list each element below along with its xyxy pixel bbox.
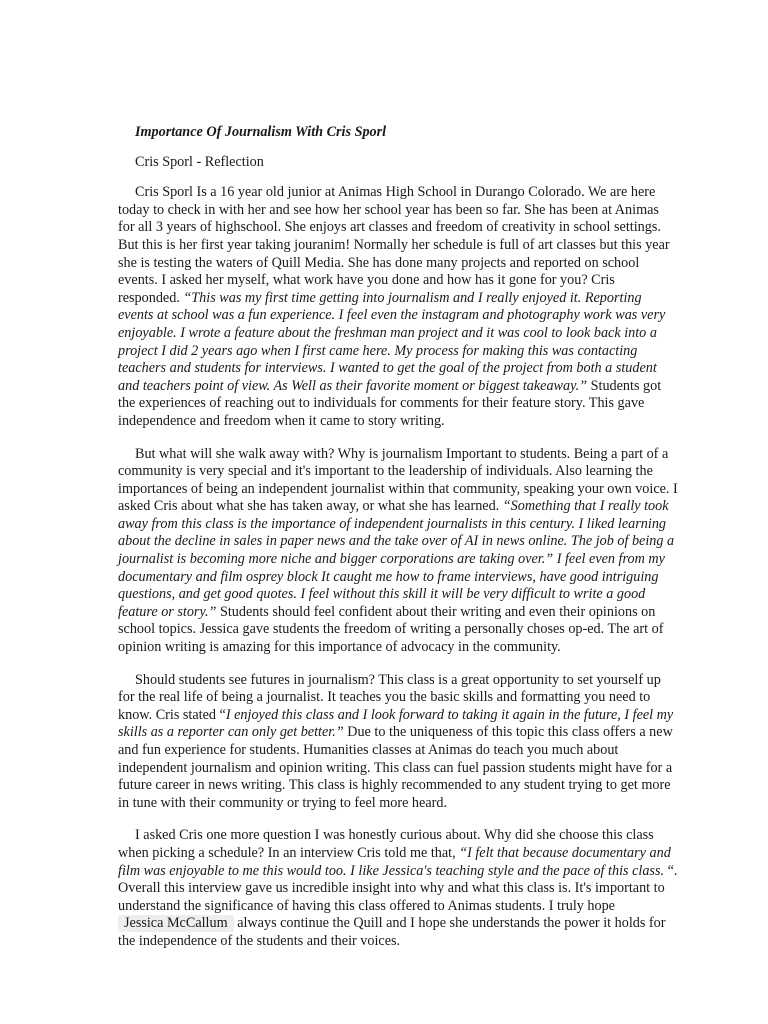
document-page	[118, 124, 678, 966]
paragraph-text: I asked Cris one more question I was honestly curious about. Why did she choose this class when picking a schedule? In an interview Cris told me that,	[118, 827, 654, 861]
paragraph-conclusion	[118, 827, 678, 950]
quote-text: I enjoyed this class and I look forward to taking it again in the future, I feel my skills as a reporter can only get better.”	[118, 706, 674, 741]
paragraph-intro	[118, 184, 678, 430]
paragraph-text: Cris Sporl Is a 16 year old junior at Animas High School in Durango Colorado. We are here today to check in with her and see how her school year has been so far. She has been at Animas for all 3 years of highschool. She enjoys art classes and freedom of creativity in school settings. But this is her first year taking jouranim! Normally her schedule is full of art classes but this year she is testing the waters of Quill Media. She has done many projects and reported on school events. I asked her myself, what work have you done and how has it gone for you? Cris responded.	[118, 184, 670, 306]
paragraph-text: Should students see futures in journalism? This class is a great opportunity to set yourself up for the real life of being a journalist. It teaches you the basic skills and formatting you need to know. Cris stated “	[118, 671, 661, 723]
paragraph-text: “. Overall this interview gave us incredible insight into why and what this class is. It's important to understand the significance of having this class offered to Animas students. I truly hope	[118, 862, 678, 914]
paragraph-text: But what will she walk away with? Why is journalism Important to students. Being a part of a community is very special and it's important to the leadership of individuals. Also learning the importances of being an independent journalist within that community, speaking your own voice. I asked Cris about what she has taken away, or what she has learned.	[118, 445, 678, 515]
person-mention-chip[interactable]: Jessica McCallum	[118, 915, 234, 932]
quote-text: “Something that I really took away from this class is the importance of independent journalists in this century. I liked learning about the decline in sales in paper news and the take over of AI in news online. The job of being a journalist is becoming more niche and bigger corporations are taking over.” I feel even from my documentary and film osprey block It caught me how to frame interviews, have good intriguing questions, and get good quotes. I feel without this skill it will be very difficult to write a good feature or story.”	[118, 498, 675, 620]
paragraph-text: Students should feel confident about their writing and even their opinions on school topics. Jessica gave students the freedom of writing a personally choses op-ed. The art of opinion writing is amazing for this importance of advocacy in the community.	[118, 603, 664, 656]
paragraph-takeaway	[118, 446, 678, 657]
paragraph-text: always continue the Quill and I hope she understands the power it holds for the independence of the students and their voices.	[118, 915, 666, 949]
quote-text: “This was my first time getting into journalism and I really enjoyed it. Reporting events at school was a fun experience. I feel even the instagram and photography work was very enjoyable. I wrote a feature about the freshman man project and it was cool to look back into a project I did 2 years ago when I first came here. My process for making this was contacting teachers and students for interviews. I wanted to get the goal of the project from both a student and teachers point of view. As Well as their favorite moment or biggest takeaway.”	[118, 289, 666, 394]
document-title: Importance Of Journalism With Cris Sporl	[135, 124, 387, 140]
document-subtitle: Cris Sporl - Reflection	[135, 153, 264, 170]
paragraph-text: Due to the uniqueness of this topic this class offers a new and fun experience for students. Humanities classes at Animas do teach you much about independent journalism and opinion writing. This class can fuel passion students might have for a future career in news writing. This class is highly recommended to any student trying to get more in tune with their community or trying to feel more heard.	[118, 724, 673, 811]
paragraph-futures	[118, 672, 678, 813]
quote-text: “I felt that because documentary and film was enjoyable to me this would too. I like Jessica's teaching style and the pace of this class.	[118, 844, 671, 879]
paragraph-text: Students got the experiences of reaching out to individuals for comments for their feature story. This gave independence and freedom when it came to story writing.	[118, 377, 662, 429]
